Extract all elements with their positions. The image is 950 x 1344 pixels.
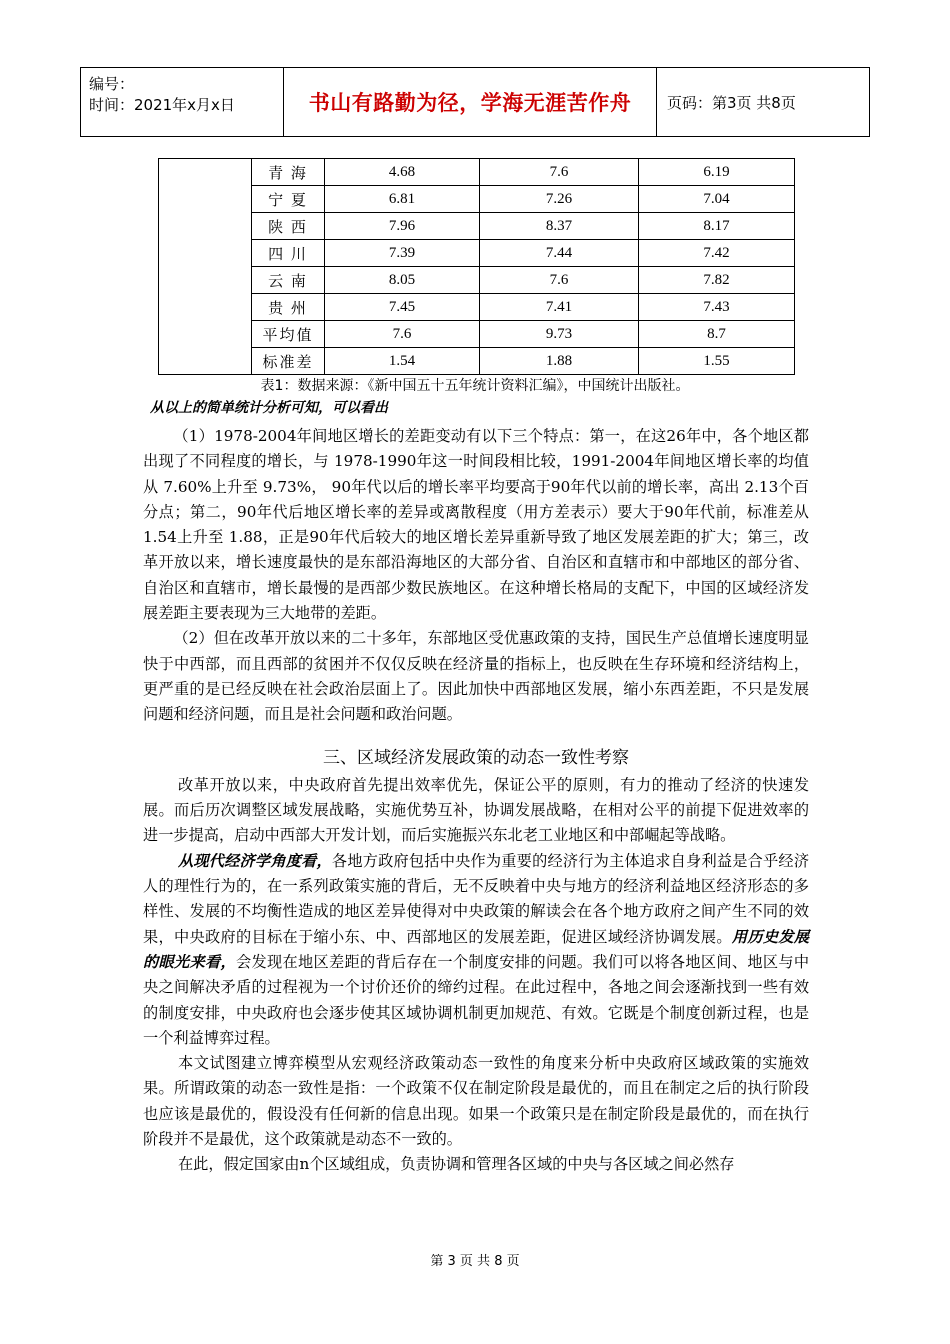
table-cell-value: 7.82 (639, 267, 795, 294)
table-row (159, 321, 795, 348)
table-row (159, 267, 795, 294)
section-title: 三、区域经济发展政策的动态一致性考察 (323, 747, 629, 768)
table-row (159, 294, 795, 321)
table-cell-value: 7.44 (480, 240, 639, 267)
data-table (158, 158, 795, 375)
table-cell-value: 7.43 (639, 294, 795, 321)
table-cell-value: 7.96 (325, 213, 480, 240)
table-caption: 表1：数据来源：《新中国五十五年统计资料汇编》，中国统计出版社。 (260, 378, 690, 394)
table-cell-blank (159, 321, 252, 348)
table-cell-blank (159, 294, 252, 321)
table-cell-value: 1.55 (639, 348, 795, 375)
paragraph-4-part-b: 会发现在地区差距的背后存在一个制度安排的问题。我们可以将各地区间、地区与中央之间解决矛盾的过程视为一个讨价还价的缔约过程。在此过程中，各地之间会逐渐找到一些有效的制度安排，中央政府也会逐步使其区域协调机制更加规范、有效。它既是个制度创新过程，也是一个利益博弈过程。 (143, 952, 810, 1047)
table-cell-blank (159, 186, 252, 213)
table-cell-region: 宁 夏 (252, 186, 325, 213)
table-cell-value: 8.7 (639, 321, 795, 348)
table-cell-value: 9.73 (480, 321, 639, 348)
paragraph-5: 本文试图建立博弈模型从宏观经济政策动态一致性的角度来分析中央政府区域政策的实施效果。所谓政策的动态一致性是指：一个政策不仅在制定阶段是最优的，而且在制定之后的执行阶段也应该是最优的，假设没有任何新的信息出现。如果一个政策只是在制定阶段是最优的，而在执行阶段并不是最优，这个政策就是动态不一致的。 (143, 1054, 809, 1149)
table-cell-blank (159, 240, 252, 267)
emphasis-historical-view: 用历史发展的眼光来看， (143, 927, 810, 971)
table-cell-region: 云 南 (252, 267, 325, 294)
table-cell-region: 四 川 (252, 240, 325, 267)
paragraph-3: 改革开放以来，中央政府首先提出效率优先，保证公平的原则，有力的推动了经济的快速发展。而后历次调整区域发展战略，实施优势互补，协调发展战略，在相对公平的前提下促进效率的进一步提高，启动中西部大开发计划，而后实施振兴东北老工业地区和中部崛起等战略。 (143, 775, 809, 845)
table-row (159, 348, 795, 375)
table-cell-value: 7.26 (480, 186, 639, 213)
table-cell-blank (159, 267, 252, 294)
table-cell-value: 7.39 (325, 240, 480, 267)
table-cell-region: 陕 西 (252, 213, 325, 240)
paragraph-4-part-a: 各地方政府包括中央作为重要的经济行为主体追求自身利益是合乎经济人的理性行为的，在一系列政策实施的背后，无不反映着中央与地方的经济利益地区经济形态的多样性、发展的不均衡性造成的地区差异使得对中央政策的解读会在各个地方政府之间产生不同的效果，中央政府的目标在于缩小东、中、西部地区的发展差距，促进区域经济协调发展。 (143, 851, 810, 946)
header-meta (81, 68, 284, 136)
table-cell-blank (159, 159, 252, 186)
table-cell-value: 8.05 (325, 267, 480, 294)
table-cell-value: 1.54 (325, 348, 480, 375)
table-cell-value: 8.17 (639, 213, 795, 240)
table-cell-value: 7.6 (480, 267, 639, 294)
paragraph-2: （2）但在改革开放以来的二十多年，东部地区受优惠政策的支持，国民生产总值增长速度明显快于中西部，而且西部的贫困并不仅仅反映在经济量的指标上，也反映在生存环境和经济结构上，更严重的是已经反映在社会政治层面上了。因此加快中西部地区发展，缩小东西差距，不只是发展问题和经济问题，而且是社会问题和政治问题。 (143, 629, 809, 724)
table-cell-value: 7.42 (639, 240, 795, 267)
header-date: 时间：2021年x月x日 (89, 96, 235, 114)
page-footer: 第 3 页 共 8 页 (430, 1254, 520, 1269)
lead-sentence: 从以上的简单统计分析可知，可以看出 (150, 400, 388, 416)
table-cell-value: 7.41 (480, 294, 639, 321)
header-page-info: 页码：第3页 共8页 (667, 93, 796, 112)
table-cell-value: 6.19 (639, 159, 795, 186)
table-cell-region: 贵 州 (252, 294, 325, 321)
header-motto: 书山有路勤为径，学海无涯苦作舟 (284, 68, 657, 136)
table-cell-region: 平均值 (252, 321, 325, 348)
table-cell-value: 7.6 (480, 159, 639, 186)
table-cell-value: 8.37 (480, 213, 639, 240)
table-cell-value: 7.04 (639, 186, 795, 213)
table-cell-blank (159, 348, 252, 375)
table-cell-blank (159, 213, 252, 240)
body-text (143, 424, 809, 1178)
table-cell-region: 青 海 (252, 159, 325, 186)
emphasis-modern-economics: 从现代经济学角度看， (177, 851, 332, 870)
table-cell-value: 4.68 (325, 159, 480, 186)
table-row (159, 186, 795, 213)
table-cell-value: 1.88 (480, 348, 639, 375)
table-row (159, 240, 795, 267)
header-number: 编号： (89, 75, 135, 93)
paragraph-4 (143, 849, 809, 1051)
table-row (159, 159, 795, 186)
table-cell-value: 7.6 (325, 321, 480, 348)
page-header (80, 67, 870, 137)
table-cell-value: 7.45 (325, 294, 480, 321)
table-row (159, 213, 795, 240)
table-cell-value: 6.81 (325, 186, 480, 213)
paragraph-6: 在此，假定国家由n个区域组成，负责协调和管理各区域的中央与各区域之间必然存 (177, 1155, 735, 1174)
table-cell-region: 标准差 (252, 348, 325, 375)
paragraph-1: （1）1978-2004年间地区增长的差距变动有以下三个特点：第一，在这26年中，各个地区都出现了不同程度的增长，与 1978-1990年这一时间段相比较，1991-2004年间地区增长率的均值从 7.60%上升至 9.73%， 90年代以后的增长率平均要高于90年代以前的增长率，高出 2.13个百分点；第二，90年代后地区增长率的差异或离散程度（用方差表示）要大于90年代前，标准差从1.54上升至 1.88，正是90年代后较大的地区增长差异重新导致了地区发展差距的扩大；第三，改革开放以来，增长速度最快的是东部沿海地区的大部分省、自治区和直辖市和中部地区的部分省、自治区和直辖市，增长最慢的是西部少数民族地区。在这种增长格局的支配下，中国的区域经济发展差距主要表现为三大地带的差距。 (143, 427, 809, 623)
